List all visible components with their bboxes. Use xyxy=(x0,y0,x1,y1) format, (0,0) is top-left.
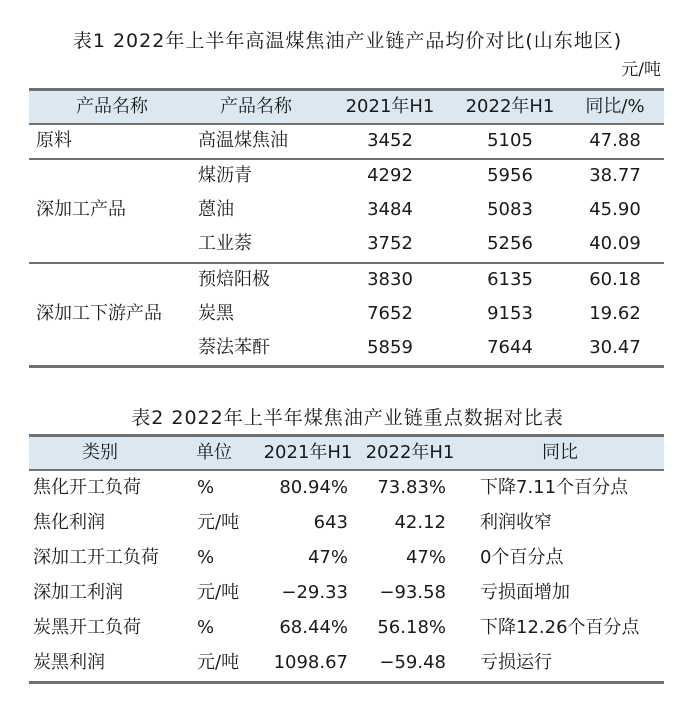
value-yoy: 下降7.11个百分点 xyxy=(480,477,629,498)
table2-header-rule xyxy=(29,469,664,471)
unit: % xyxy=(197,547,215,568)
value-2022: −59.48 xyxy=(379,652,446,673)
value-yoy: 30.47 xyxy=(589,337,641,358)
category: 焦化开工负荷 xyxy=(33,477,141,498)
value-2021: 3452 xyxy=(367,130,413,151)
value-yoy: 45.90 xyxy=(589,199,641,220)
table-row xyxy=(0,194,695,226)
value-yoy: 38.77 xyxy=(589,165,641,186)
unit: 元/吨 xyxy=(197,652,240,673)
value-yoy: 47.88 xyxy=(589,130,641,151)
category: 深加工开工负荷 xyxy=(33,547,159,568)
value-2021: 3484 xyxy=(367,199,413,220)
value-yoy: 亏损运行 xyxy=(480,652,552,673)
table-row xyxy=(0,160,695,192)
value-2021: 47% xyxy=(307,547,348,568)
table-row xyxy=(0,472,695,504)
table-row xyxy=(0,264,695,296)
table1-header-group: 产品名称 xyxy=(76,96,148,117)
value-2021: 80.94% xyxy=(279,477,348,498)
value-yoy: 0个百分点 xyxy=(480,547,564,568)
product-name: 工业萘 xyxy=(198,233,252,254)
value-2022: 5256 xyxy=(487,233,533,254)
table-row xyxy=(0,125,695,157)
table2-header-unit: 单位 xyxy=(196,442,232,463)
table-row xyxy=(0,507,695,539)
product-name: 萘法苯酐 xyxy=(198,337,270,358)
table2-caption: 表2 2022年上半年煤焦油产业链重点数据对比表 xyxy=(131,407,564,429)
product-name: 炭黑 xyxy=(198,303,234,324)
product-name: 预焙阳极 xyxy=(198,269,270,290)
value-2021: 643 xyxy=(313,512,348,533)
table1-header-2022: 2022年H1 xyxy=(465,96,555,117)
value-yoy: 40.09 xyxy=(589,233,641,254)
unit: 元/吨 xyxy=(197,582,240,603)
table-row xyxy=(0,577,695,609)
table1-group-raw: 原料 xyxy=(36,130,72,151)
value-2021: 3830 xyxy=(367,269,413,290)
table1-group-downstream: 深加工下游产品 xyxy=(36,303,162,324)
table1-bottom-rule xyxy=(29,365,664,368)
category: 深加工利润 xyxy=(33,582,123,603)
value-2022: −93.58 xyxy=(379,582,446,603)
value-2021: 1098.67 xyxy=(273,652,348,673)
unit: 元/吨 xyxy=(197,512,240,533)
value-2022: 73.83% xyxy=(377,477,446,498)
value-2021: −29.33 xyxy=(281,582,348,603)
product-name: 高温煤焦油 xyxy=(198,130,288,151)
value-2021: 5859 xyxy=(367,337,413,358)
value-yoy: 下降12.26个百分点 xyxy=(480,617,640,638)
table-row xyxy=(0,332,695,364)
value-2022: 6135 xyxy=(487,269,533,290)
table2-header-category: 类别 xyxy=(82,442,118,463)
table2-bottom-rule xyxy=(29,681,664,684)
table-row xyxy=(0,298,695,330)
unit: % xyxy=(197,617,215,638)
table2-header-2021: 2021年H1 xyxy=(263,442,353,463)
table1-group-deep: 深加工产品 xyxy=(36,199,126,220)
value-yoy: 19.62 xyxy=(589,303,641,324)
value-2021: 7652 xyxy=(367,303,413,324)
value-2022: 47% xyxy=(405,547,446,568)
value-yoy: 利润收窄 xyxy=(480,512,552,533)
table-row xyxy=(0,228,695,260)
table1-unit: 元/吨 xyxy=(621,60,661,80)
category: 炭黑开工负荷 xyxy=(33,617,141,638)
value-2021: 4292 xyxy=(367,165,413,186)
table1-header-2021: 2021年H1 xyxy=(345,96,435,117)
value-yoy: 60.18 xyxy=(589,269,641,290)
table1-caption: 表1 2022年上半年高温煤焦油产业链产品均价对比(山东地区) xyxy=(72,30,623,52)
table-row xyxy=(0,612,695,644)
table2-header-yoy: 同比 xyxy=(542,442,578,463)
value-2022: 7644 xyxy=(487,337,533,358)
value-2021: 68.44% xyxy=(279,617,348,638)
value-2022: 5083 xyxy=(487,199,533,220)
category: 焦化利润 xyxy=(33,512,105,533)
table-row xyxy=(0,647,695,679)
category: 炭黑利润 xyxy=(33,652,105,673)
unit: % xyxy=(197,477,215,498)
value-2022: 56.18% xyxy=(377,617,446,638)
product-name: 蒽油 xyxy=(198,199,234,220)
value-2022: 5105 xyxy=(487,130,533,151)
value-2022: 9153 xyxy=(487,303,533,324)
table2-header-2022: 2022年H1 xyxy=(365,442,455,463)
value-2021: 3752 xyxy=(367,233,413,254)
table-row xyxy=(0,542,695,574)
product-name: 煤沥青 xyxy=(198,165,252,186)
value-2022: 5956 xyxy=(487,165,533,186)
table1-header-product: 产品名称 xyxy=(220,96,292,117)
value-2022: 42.12 xyxy=(394,512,446,533)
table1-header-yoy: 同比/% xyxy=(585,96,645,117)
value-yoy: 亏损面增加 xyxy=(480,582,570,603)
